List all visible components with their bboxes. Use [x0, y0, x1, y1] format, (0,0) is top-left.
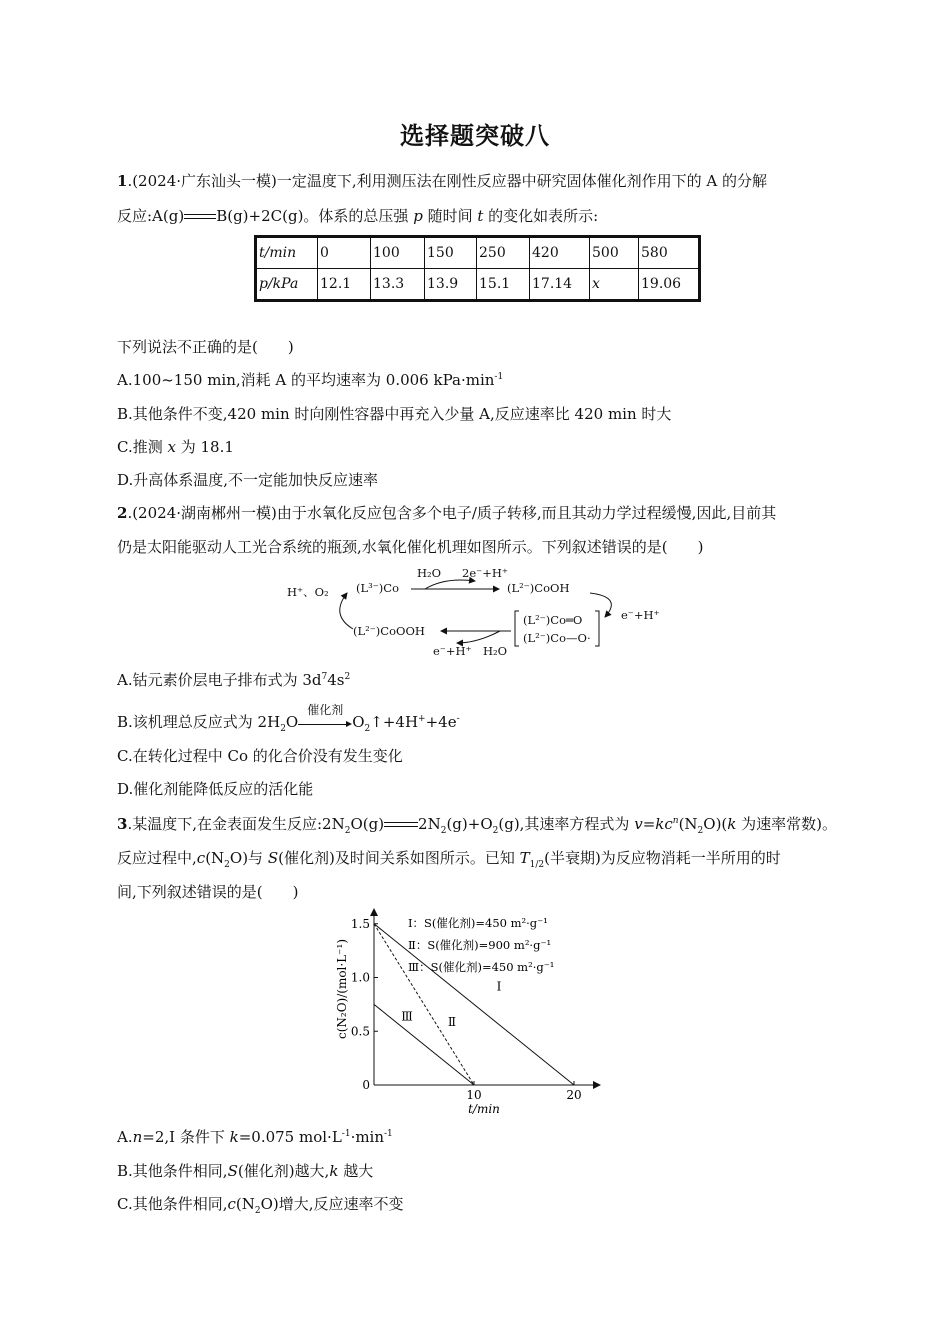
q3-k: k [727, 815, 737, 833]
q1-line1-text: .(2024·广东汕头一模)一定温度下,利用测压法在刚性反应器中研究固体催化剂作用下的 A 的分解 [127, 172, 767, 190]
q3-b-pre: B.其他条件相同, [117, 1162, 228, 1180]
x-tick-label: 20 [566, 1088, 582, 1102]
q1-stem: 下列说法不正确的是( ) [117, 338, 294, 356]
q3-a-mid: =2,I 条件下 [142, 1128, 230, 1146]
catalyst-arrow [298, 703, 352, 732]
q1-option-a-sup: -1 [494, 372, 504, 382]
q3-b-mid: (催化剂)越大, [237, 1162, 330, 1180]
series-label: Ⅲ [401, 1009, 413, 1024]
q3-l2-half: 1/2 [529, 860, 545, 870]
q2-option-c: C.在转化过程中 Co 的化合价没有发生变化 [117, 747, 403, 765]
table-cell [590, 269, 639, 301]
label-l2co-o: (L²⁻)Co═O [523, 613, 583, 627]
q2-option-a-sup2: 2 [344, 672, 351, 682]
q1-text-post: 的变化如表所示: [483, 207, 599, 225]
q3-t7: O)( [703, 815, 728, 833]
q1-symbol-p: p [413, 207, 423, 225]
equals-sign [384, 820, 418, 830]
water-oxidation-mechanism [285, 565, 670, 660]
q3-l2-f: (半衰期)为反应物消耗一半所用的时 [544, 849, 781, 867]
table-cell: 100 [371, 237, 425, 269]
q1-option-a [117, 370, 503, 390]
q3-v: v [634, 815, 643, 833]
q3-t4: (g)+O [446, 815, 493, 833]
q3-c-post: O)增大,反应速率不变 [260, 1195, 404, 1213]
q1-symbol-t: t [477, 207, 484, 225]
q3-l2-e: (催化剂)及时间关系如图所示。已知 [278, 849, 520, 867]
q3-option-b [117, 1161, 373, 1181]
page-title: 选择题突破八 [400, 122, 550, 150]
table-cell: 19.06 [639, 269, 700, 301]
y-tick-label: 1.0 [350, 970, 370, 985]
q2-option-b-sup2: - [456, 714, 460, 724]
q3-option-c [117, 1194, 404, 1214]
q1-option-c-pre: C.推测 [117, 438, 168, 456]
arrow-top-curve [425, 580, 475, 589]
q3-line3: 间,下列叙述错误的是( ) [117, 883, 299, 901]
y-tick-label: 0.5 [350, 1024, 370, 1039]
q3-a-post: =0.075 mol·L [238, 1128, 342, 1146]
equilibrium-arrow [184, 212, 216, 222]
q1-option-a-text: A.100~150 min,消耗 A 的平均速率为 0.006 kPa·min [117, 371, 495, 389]
label-l2coooh: (L²⁻)CoOOH [353, 624, 425, 638]
label-e-h-bottom: e⁻+H⁺ [433, 644, 472, 658]
q1-reaction-a: 反应:A(g) [117, 207, 185, 225]
q3-sub-c: 2 [492, 826, 499, 836]
q3-t6: (N [678, 815, 698, 833]
q2-option-b-sup: + [418, 714, 426, 724]
q2-option-b-e: +4e [425, 713, 457, 731]
q3-sub-d: 2 [697, 826, 704, 836]
q3-l2-T: T [519, 849, 530, 867]
table-row [256, 237, 700, 269]
q3-l2-d: O)与 [229, 849, 268, 867]
q3-line2 [117, 848, 781, 868]
table-cell-header [256, 269, 318, 301]
q3-l2-b: (N [205, 849, 225, 867]
label-h2o-top: H₂O [417, 566, 442, 580]
q3-sub-b: 2 [440, 826, 447, 836]
bracket-right [595, 611, 599, 646]
q2-option-a-mid: 4s [327, 671, 345, 689]
q3-c-mid: (N [235, 1195, 255, 1213]
q2-option-b-o: O [285, 713, 299, 731]
q2-option-b-h: ↑+4H [370, 713, 419, 731]
q3-a-n: n [132, 1128, 143, 1146]
x-axis-label: t/min [468, 1102, 500, 1116]
table-row [256, 269, 700, 301]
q3-c-c: c [227, 1195, 236, 1213]
arrow-bottom-curve [457, 631, 500, 643]
table-cell: 0 [318, 237, 371, 269]
cell-x: x [592, 276, 600, 292]
table-cell: 13.3 [371, 269, 425, 301]
q1-option-c [117, 437, 234, 457]
q3-line1 [117, 814, 837, 834]
table-cell: 17.14 [530, 269, 590, 301]
q3-l2-c: c [196, 849, 206, 867]
arrow-right [590, 593, 611, 617]
table-cell: 13.9 [425, 269, 477, 301]
q3-c-pre: C.其他条件相同, [117, 1195, 228, 1213]
q2-line1-text: .(2024·湖南郴州一模)由于水氧化反应包含多个电子/质子转移,而且其动力学过程缓慢,因此,目前其 [127, 504, 777, 522]
q1-option-b: B.其他条件不变,420 min 时向刚性容器中再充入少量 A,反应速率比 420 min 时大 [117, 405, 672, 423]
q1-option-c-x: x [167, 438, 176, 456]
legend-entry: Ⅲ：S(催化剂)=450 m²·g⁻¹ [408, 960, 555, 974]
q3-a-sup1: -1 [341, 1129, 351, 1139]
q3-b-k: k [329, 1162, 339, 1180]
q2-option-b [117, 703, 460, 734]
table-cell: 580 [639, 237, 700, 269]
q3-n: n [672, 816, 679, 826]
q3-l2-sub: 2 [224, 860, 230, 870]
q3-option-a [117, 1127, 393, 1147]
q3-l2-s: S [267, 849, 279, 867]
q3-kc: kc [655, 815, 673, 833]
q3-t3: 2N [418, 815, 441, 833]
legend-entry: Ⅰ：S(催化剂)=450 m²·g⁻¹ [408, 916, 548, 930]
label-h-o2: H⁺、O₂ [287, 585, 329, 599]
q2-number: 2 [117, 504, 128, 522]
q3-sub-a: 2 [344, 826, 351, 836]
q2-option-b-pre: B.该机理总反应式为 2H [117, 713, 281, 731]
q3-l2-a: 反应过程中, [117, 849, 197, 867]
q2-option-b-sub2: 2 [364, 724, 371, 734]
q3-b-post: 越大 [338, 1162, 374, 1180]
y-axis-label: c(N₂O)/(mol·L⁻¹) [335, 938, 349, 1040]
q3-t2: O(g) [350, 815, 385, 833]
q3-a-pre: A. [117, 1128, 133, 1146]
x-tick-label: 10 [466, 1088, 482, 1102]
y-tick-label: 1.5 [350, 916, 370, 931]
series-line-Ⅲ [374, 1004, 474, 1085]
table-cell-header [256, 237, 318, 269]
q2-line2: 仍是太阳能驱动人工光合系统的瓶颈,水氧化催化机理如图所示。下列叙述错误的是( ) [117, 538, 704, 556]
q3-a-k: k [229, 1128, 239, 1146]
q3-t8: 为速率常数)。 [736, 815, 838, 833]
label-l3co: (L³⁻)Co [356, 581, 400, 595]
table-cell: 420 [530, 237, 590, 269]
q3-eq: = [642, 815, 656, 833]
bracket-left [515, 611, 519, 646]
table-cell: 250 [477, 237, 530, 269]
concentration-time-chart [330, 905, 620, 1120]
q2-option-d: D.催化剂能降低反应的活化能 [117, 780, 314, 798]
q2-option-a [117, 670, 350, 690]
q1-text-time: 随时间 [422, 207, 478, 225]
q1-number: 1 [117, 172, 128, 190]
q3-b-s: S [227, 1162, 238, 1180]
label-e-h-top: 2e⁻+H⁺ [462, 566, 508, 580]
table-cell: 500 [590, 237, 639, 269]
q3-t5: (g),其速率方程式为 [498, 815, 635, 833]
q3-number: 3 [117, 815, 128, 833]
q1-reaction-b: B(g)+2C(g)。体系的总压强 [216, 207, 414, 225]
table-cell: 12.1 [318, 269, 371, 301]
series-label: Ⅰ [496, 979, 502, 994]
q2-option-a-text: A.钴元素价层电子排布式为 3d [117, 671, 322, 689]
q2-line1 [117, 503, 776, 523]
pressure-time-table [254, 235, 701, 302]
y-tick-label: 0 [362, 1078, 370, 1092]
q2-option-a-sup1: 7 [321, 672, 328, 682]
series-label: Ⅱ [447, 1014, 457, 1029]
cell-p-kpa: p/kPa [259, 276, 299, 292]
table-cell: 150 [425, 237, 477, 269]
label-h2o-bottom: H₂O [483, 644, 508, 658]
table-cell: 15.1 [477, 269, 530, 301]
q2-option-b-o2: O [352, 713, 365, 731]
q3-a-sup2: -1 [384, 1129, 393, 1139]
q1-line1 [117, 171, 767, 191]
q3-t1: .某温度下,在金表面发生反应:2N [127, 815, 345, 833]
q1-option-c-post: 为 18.1 [175, 438, 234, 456]
q2-option-b-sub: 2 [280, 724, 286, 734]
q3-c-sub: 2 [254, 1206, 261, 1216]
cell-t-min: t/min [259, 245, 297, 261]
label-l2cooh: (L²⁻)CoOH [507, 581, 570, 595]
q1-option-d: D.升高体系温度,不一定能加快反应速率 [117, 471, 379, 489]
label-e-h-right: e⁻+H⁺ [621, 608, 660, 622]
arrow-left [340, 593, 353, 629]
legend-entry: Ⅱ：S(催化剂)=900 m²·g⁻¹ [408, 938, 552, 952]
label-l2co-orad: (L²⁻)Co—O· [523, 631, 591, 645]
q1-line2 [117, 206, 598, 226]
q3-a-post2: ·min [350, 1128, 385, 1146]
catalyst-label: 催化剂 [307, 703, 344, 717]
